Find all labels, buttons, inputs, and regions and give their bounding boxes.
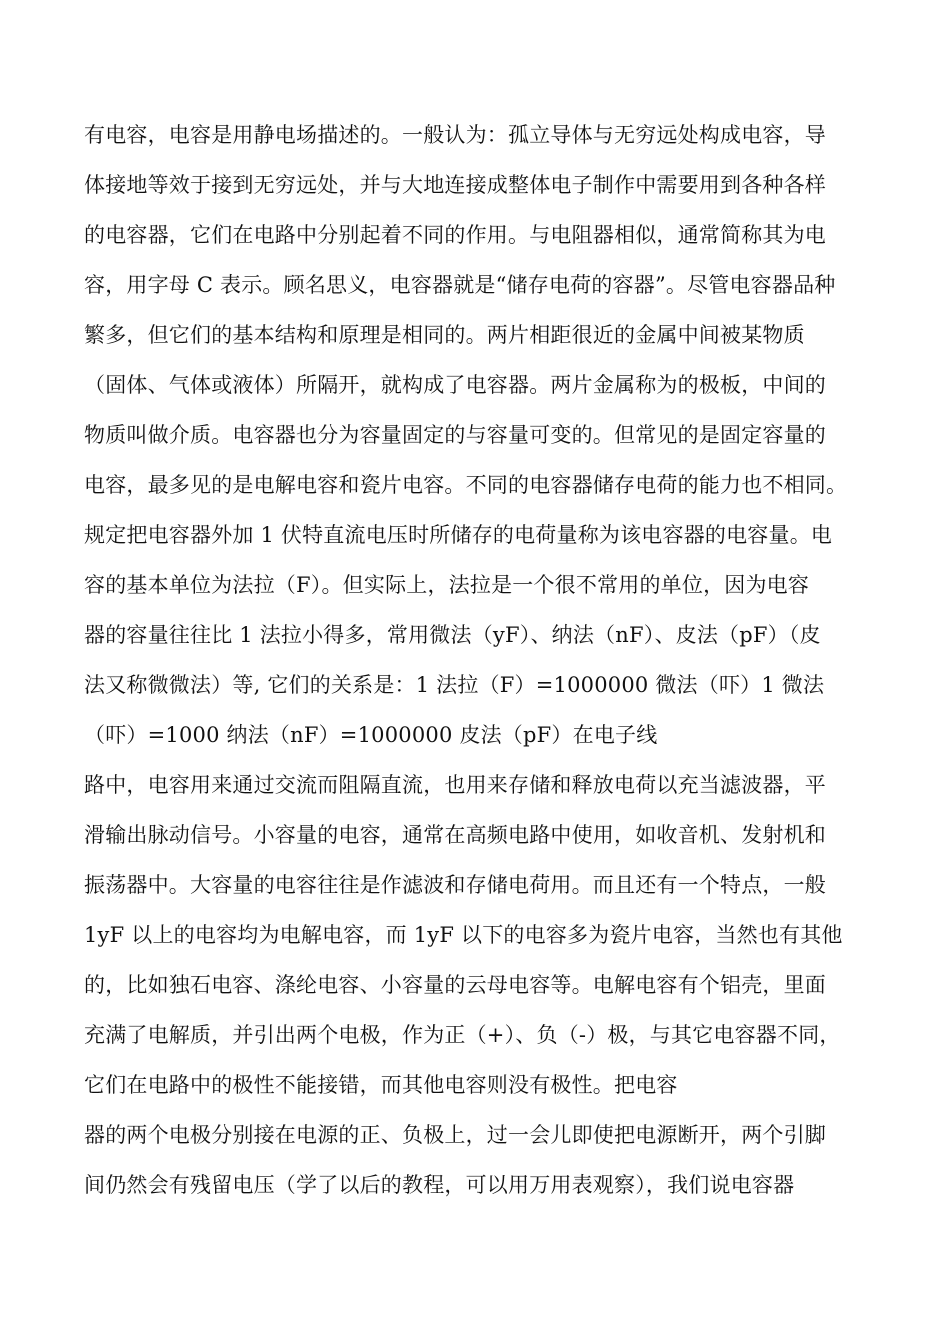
text-line: 的，比如独石电容、涤纶电容、小容量的云母电容等。电解电容有个铝壳，里面: [84, 973, 826, 997]
text-line: 滑输出脉动信号。小容量的电容，通常在高频电路中使用，如收音机、发射机和: [84, 823, 826, 847]
text-line: （固体、气体或液体）所隔开，就构成了电容器。两片金属称为的极板，中间的: [84, 373, 826, 397]
text-line: 容，用字母 C 表示。顾名思义，电容器就是“储存电荷的容器”。尽管电容器品种: [84, 273, 836, 297]
body-text: [84, 118, 884, 1218]
text-line: 法又称微微法）等, 它们的关系是：1 法拉（F）=1000000 微法（吓）1 微法: [84, 673, 825, 697]
text-line: 充满了电解质，并引出两个电极，作为正（+）、负（-）极，与其它电容器不同，: [84, 1023, 841, 1047]
text-line: 器的容量往往比 1 法拉小得多，常用微法（yF）、纳法（nF）、皮法（pF）（皮: [84, 623, 821, 647]
text-line: 路中，电容用来通过交流而阻隔直流，也用来存储和释放电荷以充当滤波器，平: [84, 773, 826, 797]
text-line: 有电容，电容是用静电场描述的。一般认为：孤立导体与无穷远处构成电容，导: [84, 123, 826, 147]
text-line: （吓）=1000 纳法（nF）=1000000 皮法（pF）在电子线: [84, 723, 658, 747]
text-line: 间仍然会有残留电压（学了以后的教程，可以用万用表观察），我们说电容器: [84, 1173, 795, 1197]
text-line: 它们在电路中的极性不能接错，而其他电容则没有极性。把电容: [84, 1073, 678, 1097]
text-line: 规定把电容器外加 1 伏特直流电压时所储存的电荷量称为该电容器的电容量。电: [84, 523, 833, 547]
text-line: 的电容器，它们在电路中分别起着不同的作用。与电阻器相似，通常简称其为电: [84, 223, 826, 247]
text-line: 物质叫做介质。电容器也分为容量固定的与容量可变的。但常见的是固定容量的: [84, 423, 826, 447]
text-line: 体接地等效于接到无穷远处，并与大地连接成整体电子制作中需要用到各种各样: [84, 173, 826, 197]
text-line: 振荡器中。大容量的电容往往是作滤波和存储电荷用。而且还有一个特点，一般: [84, 873, 826, 897]
text-line: 容的基本单位为法拉（F）。但实际上，法拉是一个很不常用的单位，因为电容: [84, 573, 810, 597]
text-line: 1yF 以上的电容均为电解电容，而 1yF 以下的电容多为瓷片电容，当然也有其他: [84, 923, 843, 947]
text-line: 器的两个电极分别接在电源的正、负极上，过一会儿即使把电源断开，两个引脚: [84, 1123, 826, 1147]
text-line: 电容，最多见的是电解电容和瓷片电容。不同的电容器储存电荷的能力也不相同。: [84, 473, 848, 497]
text-line: 繁多，但它们的基本结构和原理是相同的。两片相距很近的金属中间被某物质: [84, 323, 805, 347]
